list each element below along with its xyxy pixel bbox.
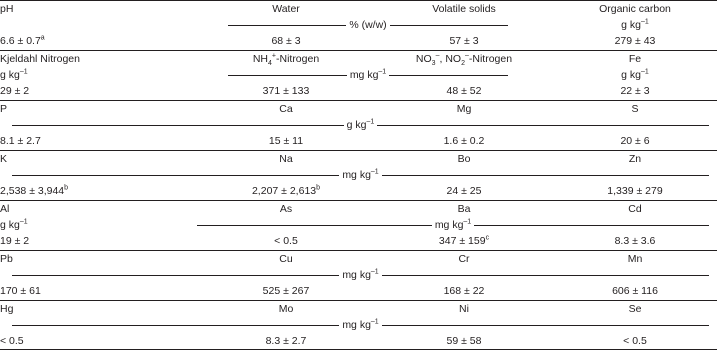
value-cell: 57 ± 3 [449,35,479,47]
value-cell: 8.1 ± 2.7 [0,135,41,147]
value-cell: 525 ± 267 [262,285,310,297]
header-al: Al [0,203,10,215]
header-ammonium-nitrogen: $NH_4^+$-Nitrogen [252,52,320,68]
header-p: P [0,103,8,115]
value-cell: 19 ± 2 [0,235,30,247]
header-cu: Cu [279,253,293,265]
header-cr: Cr [458,253,470,265]
unit-span [228,69,508,81]
header-bo: Bo [457,153,471,165]
unit-span [12,119,709,131]
unit-span [12,319,709,331]
unit-label: mg $kg^{-1}$ [349,68,387,81]
value-cell: 24 ± 25 [446,185,482,197]
header-s: S [631,103,639,115]
value-cell: $347 \pm 159^c$ [438,234,490,247]
value-cell: 48 ± 52 [446,85,482,97]
header-k: K [0,153,8,165]
header-mo: Mo [278,303,294,315]
unit-label: g $kg^{-1}$ [346,118,375,131]
header-ba: Ba [457,203,471,215]
header-fe: Fe [628,53,642,65]
table-rule [0,200,717,201]
header-hg: Hg [0,303,14,315]
table-rule [0,300,717,301]
unit-label-left: g $kg^{-1}$ [0,68,28,81]
value-cell: 8.3 ± 2.7 [265,335,307,347]
unit-span [12,269,709,281]
value-cell: 1.6 ± 0.2 [443,135,485,147]
table-rule [0,250,717,251]
table-rule [0,50,717,51]
unit-label: mg $kg^{-1}$ [342,268,379,281]
value-cell: 2,207 ± 2,613$^b$ [251,184,321,197]
header-as: As [279,203,293,215]
unit-span [12,169,709,181]
value-cell: < 0.5 [623,335,647,347]
value-cell: 22 ± 3 [620,85,650,97]
header-zn: Zn [628,153,642,165]
value-cell: 1,339 ± 279 [607,185,663,197]
value-cell: < 0.5 [0,335,24,347]
header-cd: Cd [628,203,642,215]
table-rule [0,0,717,1]
value-cell: 68 ± 3 [271,35,301,47]
value-cell: 170 ± 61 [0,285,41,297]
table-rule [0,100,717,101]
unit-label: mg $kg^{-1}$ [434,218,472,231]
value-cell: 20 ± 6 [620,135,650,147]
value-cell: 8.3 ± 3.6 [614,235,656,247]
value-cell: < 0.5 [274,235,298,247]
value-cell: 29 ± 2 [0,85,30,97]
header-mg: Mg [456,103,472,115]
unit-span [228,19,508,31]
header-nitrate-nitrite-nitrogen: $NO_3^-$, $NO_2^-$-Nitrogen [415,52,513,68]
value-cell: 6.6 ± 0.7$^a$ [0,34,45,47]
value-cell: 2,538 ± 3,944$^b$ [0,184,69,197]
header-kjeldahl-nitrogen: Kjeldahl Nitrogen [0,53,80,65]
value-cell: 168 ± 22 [443,285,485,297]
value-cell: 59 ± 58 [446,335,482,347]
unit-span [197,219,709,231]
unit-label-left: g $kg^{-1}$ [0,218,28,231]
header-water: Water [272,3,300,15]
header-ca: Ca [279,103,293,115]
header-pb: Pb [0,253,13,265]
unit-label: mg $kg^{-1}$ [342,318,379,331]
header-organic-carbon: Organic carbon [599,3,671,15]
header-na: Na [279,153,293,165]
value-cell: 371 ± 133 [262,85,310,97]
value-cell: 279 ± 43 [614,35,656,47]
unit-label-right: g $kg^{-1}$ [621,18,649,31]
value-cell: 15 ± 11 [268,135,304,147]
header-mn: Mn [627,253,643,265]
table-rule [0,150,717,151]
header-ph: pH [0,3,14,15]
value-cell: 606 ± 116 [612,285,658,297]
header-se: Se [628,303,642,315]
unit-label: mg $kg^{-1}$ [342,168,379,181]
unit-label-right: g $kg^{-1}$ [621,68,649,81]
unit-label: % (w/w) [349,19,387,31]
header-volatile-solids: Volatile solids [432,3,496,15]
header-ni: Ni [459,303,469,315]
